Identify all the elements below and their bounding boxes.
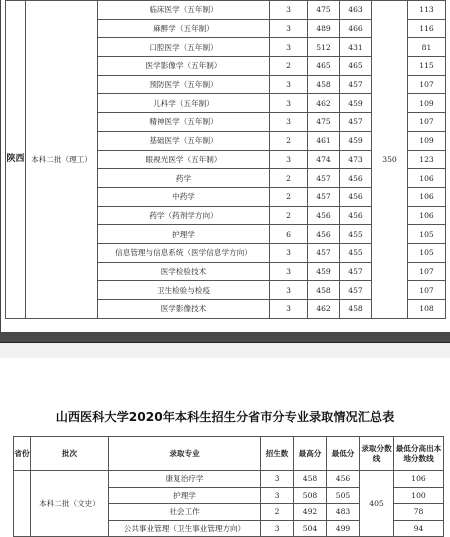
low-score-cell: 456: [327, 471, 360, 488]
enroll-cell: 3: [270, 243, 308, 262]
low-score-cell: 458: [340, 300, 372, 319]
enroll-cell: 2: [261, 504, 294, 521]
diff-cell: 113: [408, 1, 446, 20]
enroll-cell: 3: [261, 520, 294, 537]
high-score-cell: 475: [308, 113, 340, 132]
major-cell: 口腔医学（五年制）: [98, 38, 270, 57]
low-score-cell: 465: [340, 57, 372, 76]
diff-cell: 78: [394, 504, 444, 521]
high-score-cell: 492: [294, 504, 327, 521]
table-row: [6, 1, 446, 20]
enroll-cell: 2: [270, 131, 308, 150]
high-score-cell: 458: [294, 471, 327, 488]
diff-cell: 108: [408, 300, 446, 319]
major-cell: 社会工作: [109, 504, 261, 521]
diff-cell: 106: [408, 206, 446, 225]
major-cell: 公共事业管理（卫生事业管理方向）: [109, 520, 261, 537]
enroll-cell: 3: [270, 19, 308, 38]
header-enroll: 招生数: [261, 437, 294, 471]
low-score-cell: 459: [340, 131, 372, 150]
major-cell: 眼视光医学（五年制）: [98, 150, 270, 169]
enroll-cell: 3: [270, 150, 308, 169]
low-score-cell: 456: [340, 169, 372, 188]
high-score-cell: 475: [308, 1, 340, 20]
diff-cell: 115: [408, 57, 446, 76]
admission-table-shaanxi: [5, 0, 446, 319]
high-score-cell: 461: [308, 131, 340, 150]
low-score-cell: 457: [340, 262, 372, 281]
low-score-cell: 463: [340, 1, 372, 20]
low-score-cell: 466: [340, 19, 372, 38]
province-cell: [14, 471, 31, 537]
header-row: [14, 437, 444, 471]
high-score-cell: 462: [308, 94, 340, 113]
header-low: 最低分: [327, 437, 360, 471]
batch-cell: 本科二批（理工）: [26, 1, 98, 319]
high-score-cell: 508: [294, 487, 327, 504]
major-cell: 精神医学（五年制）: [98, 113, 270, 132]
diff-cell: 109: [408, 131, 446, 150]
page-separator: [0, 332, 450, 358]
diff-cell: 107: [408, 281, 446, 300]
admission-table-summary: [13, 436, 444, 537]
low-score-cell: 457: [340, 75, 372, 94]
major-cell: 中药学: [98, 187, 270, 206]
enroll-cell: 6: [270, 225, 308, 244]
high-score-cell: 474: [308, 150, 340, 169]
high-score-cell: 456: [308, 225, 340, 244]
major-cell: 预防医学（五年制）: [98, 75, 270, 94]
major-cell: 卫生检验与检疫: [98, 281, 270, 300]
major-cell: 医学影像学（五年制）: [98, 57, 270, 76]
high-score-cell: 512: [308, 38, 340, 57]
enroll-cell: 3: [261, 487, 294, 504]
low-score-cell: 483: [327, 504, 360, 521]
page-bottom: [0, 358, 450, 535]
major-cell: 基础医学（五年制）: [98, 131, 270, 150]
header-major: 录取专业: [109, 437, 261, 471]
high-score-cell: 457: [308, 243, 340, 262]
major-cell: 麻醉学（五年制）: [98, 19, 270, 38]
diff-cell: 107: [408, 262, 446, 281]
diff-cell: 100: [394, 487, 444, 504]
diff-cell: 106: [408, 169, 446, 188]
high-score-cell: 489: [308, 19, 340, 38]
enroll-cell: 3: [270, 75, 308, 94]
major-cell: 药学（药剂学方向）: [98, 206, 270, 225]
enroll-cell: 3: [270, 281, 308, 300]
major-cell: 康复治疗学: [109, 471, 261, 488]
high-score-cell: 465: [308, 57, 340, 76]
enroll-cell: 2: [270, 187, 308, 206]
table-title: 山西医科大学2020年本科生招生分省市分专业录取情况汇总表: [55, 410, 395, 424]
high-score-cell: 462: [308, 300, 340, 319]
enroll-cell: 3: [270, 1, 308, 20]
diff-cell: 105: [408, 225, 446, 244]
enroll-cell: 3: [270, 113, 308, 132]
major-cell: 药学: [98, 169, 270, 188]
major-cell: 医学影像技术: [98, 300, 270, 319]
low-score-cell: 455: [340, 225, 372, 244]
diff-cell: 116: [408, 19, 446, 38]
high-score-cell: 456: [308, 206, 340, 225]
low-score-cell: 473: [340, 150, 372, 169]
low-score-cell: 431: [340, 38, 372, 57]
low-score-cell: 499: [327, 520, 360, 537]
diff-cell: 105: [408, 243, 446, 262]
major-cell: 医学检验技术: [98, 262, 270, 281]
enroll-cell: 2: [270, 206, 308, 225]
control-line-cell: 405: [360, 471, 394, 537]
batch-cell: 本科二批（文史）: [31, 471, 109, 537]
low-score-cell: 456: [340, 206, 372, 225]
enroll-cell: 2: [270, 169, 308, 188]
province-cell: 陕西: [6, 1, 26, 319]
major-cell: 儿科学（五年制）: [98, 94, 270, 113]
low-score-cell: 455: [340, 243, 372, 262]
high-score-cell: 458: [308, 75, 340, 94]
enroll-cell: 3: [270, 38, 308, 57]
header-high: 最高分: [294, 437, 327, 471]
diff-cell: 123: [408, 150, 446, 169]
control-line-cell: 350: [372, 1, 408, 319]
low-score-cell: 457: [340, 113, 372, 132]
high-score-cell: 457: [308, 169, 340, 188]
major-cell: 信息管理与信息系统（医学信息学方向）: [98, 243, 270, 262]
diff-cell: 109: [408, 94, 446, 113]
low-score-cell: 505: [327, 487, 360, 504]
low-score-cell: 456: [340, 187, 372, 206]
low-score-cell: 459: [340, 94, 372, 113]
enroll-cell: 3: [270, 94, 308, 113]
diff-cell: 94: [394, 520, 444, 537]
header-province: 省份: [14, 437, 31, 471]
major-cell: 护理学: [98, 225, 270, 244]
table-row: [14, 471, 444, 488]
high-score-cell: 457: [308, 187, 340, 206]
diff-cell: 106: [408, 187, 446, 206]
high-score-cell: 504: [294, 520, 327, 537]
enroll-cell: 3: [270, 262, 308, 281]
header-diff: 最低分高出本地分数线: [394, 437, 444, 471]
enroll-cell: 2: [270, 57, 308, 76]
header-control: 录取分数线: [360, 437, 394, 471]
diff-cell: 107: [408, 113, 446, 132]
major-cell: 护理学: [109, 487, 261, 504]
header-batch: 批次: [31, 437, 109, 471]
low-score-cell: 457: [340, 281, 372, 300]
diff-cell: 106: [394, 471, 444, 488]
major-cell: 临床医学（五年制）: [98, 1, 270, 20]
high-score-cell: 458: [308, 281, 340, 300]
enroll-cell: 3: [270, 300, 308, 319]
diff-cell: 107: [408, 75, 446, 94]
enroll-cell: 3: [261, 471, 294, 488]
high-score-cell: 459: [308, 262, 340, 281]
diff-cell: 81: [408, 38, 446, 57]
